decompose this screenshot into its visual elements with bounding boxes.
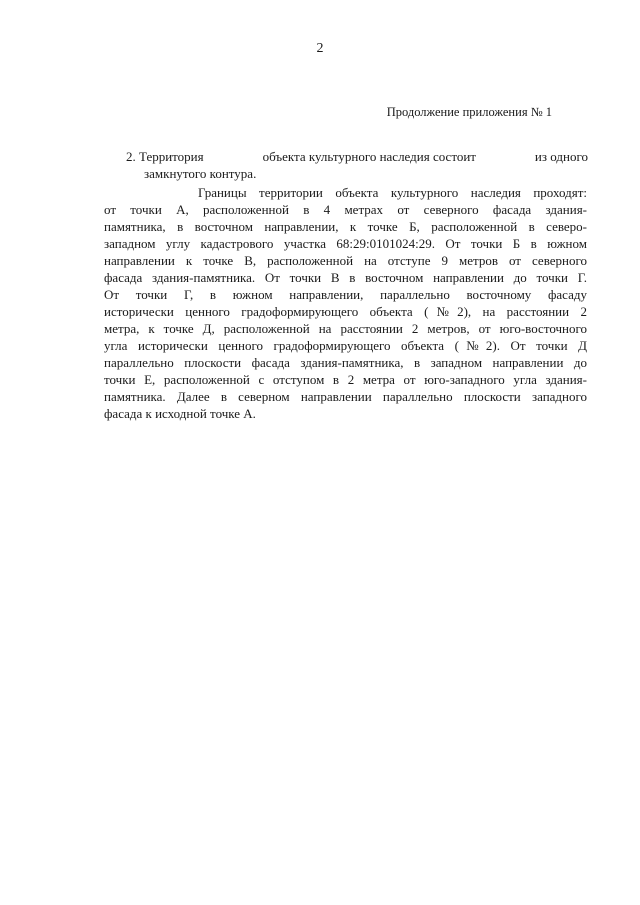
body-line: угла исторически ценного градоформирующего объекта (№2). От точки Д	[104, 338, 587, 353]
body-line: направлении к точке В, расположенной на отступе 9 метров от северного	[104, 253, 587, 268]
item-heading	[126, 148, 588, 182]
body-line: западном углу кадастрового участка 68:29:0101024:29. От точки Б в южном	[104, 236, 587, 251]
page-number: 2	[316, 41, 324, 56]
body-line: параллельно плоскости фасада здания-памятника, в западном направлении до	[104, 355, 587, 370]
body-line: фасада к исходной точке А.	[104, 406, 256, 421]
item-territory-word: Территория	[139, 149, 204, 164]
body-line: памятника. Далее в северном направлении параллельно плоскости западного	[104, 389, 587, 404]
boundary-description	[104, 184, 587, 422]
body-line: метра, к точке Д, расположенной на расстоянии 2 метров, от юго-восточного	[104, 321, 587, 336]
body-line: исторически ценного градоформирующего объекта (№2), на расстоянии 2	[104, 304, 587, 319]
body-line: точки Е, расположенной с отступом в 2 метра от юго-западного угла здания-	[104, 372, 587, 387]
item-heading-middle: объекта культурного наследия состоит	[262, 149, 476, 164]
appendix-continuation-note: Продолжение приложения № 1	[386, 105, 552, 119]
item-heading-line-2: замкнутого контура.	[144, 166, 257, 181]
item-number-and-title	[126, 148, 204, 165]
body-line: от точки А, расположенной в 4 метрах от северного фасада здания-	[104, 202, 587, 217]
item-number: 2.	[126, 149, 136, 164]
body-line: фасада здания-памятника. От точки В в восточном направлении до точки Г.	[104, 270, 587, 285]
body-line: От точки Г, в южном направлении, параллельно восточному фасаду	[104, 287, 587, 302]
body-line: Границы территории объекта культурного наследия проходят:	[198, 185, 587, 200]
item-heading-line-1	[126, 148, 588, 165]
body-line: памятника, в восточном направлении, к точке Б, расположенной в северо-	[104, 219, 587, 234]
item-heading-end: из одного	[534, 149, 588, 164]
